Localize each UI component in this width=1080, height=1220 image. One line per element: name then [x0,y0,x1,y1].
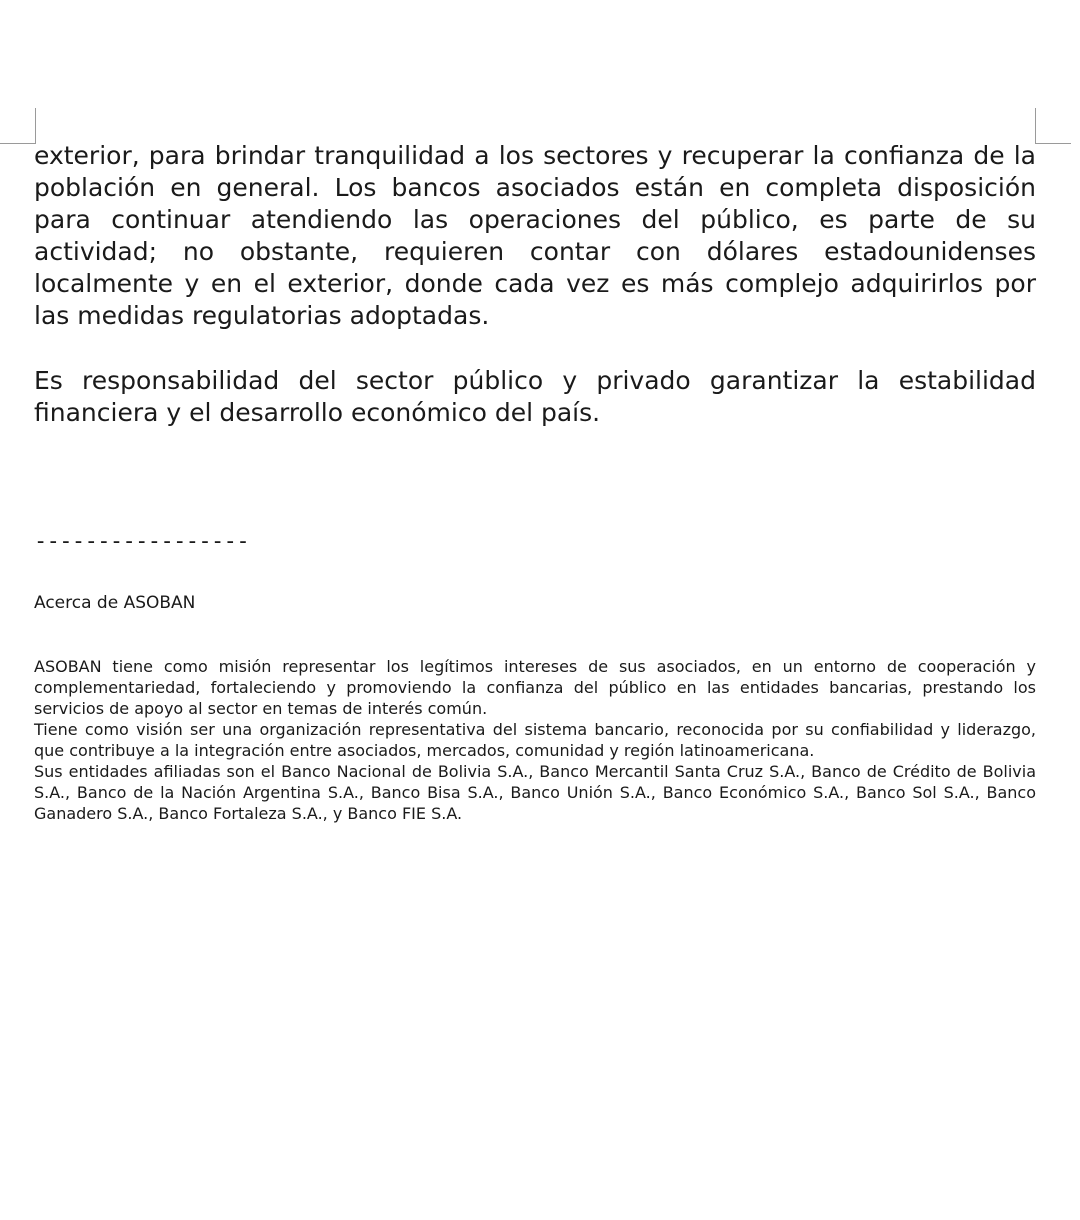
margin-corner-mark-right [1035,108,1071,144]
body-paragraph-responsabilidad: Es responsabilidad del sector público y privado garantizar la estabilidad financiera y el desarrollo económico del país. [34,366,1036,427]
about-mission-paragraph: ASOBAN tiene como misión representar los legítimos intereses de sus asociados, en un entorno de cooperación y complementariedad, fortaleciendo y promoviendo la confianza del público en las entidades bancarias, prestando los servicios de apoyo al sector en temas de interés común. [34,657,1036,718]
about-vision-paragraph: Tiene como visión ser una organización representativa del sistema bancario, reconocida por su confiabilidad y liderazgo, que contribuye a la integración entre asociados, mercados, comunidad y región latinoamericana. [34,720,1036,760]
about-section [34,656,1036,824]
section-separator: ----------------- [34,529,249,554]
about-heading: Acerca de ASOBAN [34,593,196,613]
margin-corner-mark-left [0,108,36,144]
about-affiliates-paragraph: Sus entidades afiliadas son el Banco Nacional de Bolivia S.A., Banco Mercantil Santa Cruz S.A., Banco de Crédito de Bolivia S.A., Banco de la Nación Argentina S.A., Banco Bisa S.A., Banco Unión S.A., Banco Económico S.A., Banco Sol S.A., Banco Ganadero S.A., Banco Fortaleza S.A., y Banco FIE S.A. [34,762,1036,823]
body-paragraph-exterior: exterior, para brindar tranquilidad a los sectores y recuperar la confianza de la población en general. Los bancos asociados están en completa disposición para continuar atendiendo las operaciones del público, es parte de su actividad; no obstante, requieren contar con dólares estadounidenses localmente y en el exterior, donde cada vez es más complejo adquirirlos por las medidas regulatorias adoptadas. [34,141,1036,330]
